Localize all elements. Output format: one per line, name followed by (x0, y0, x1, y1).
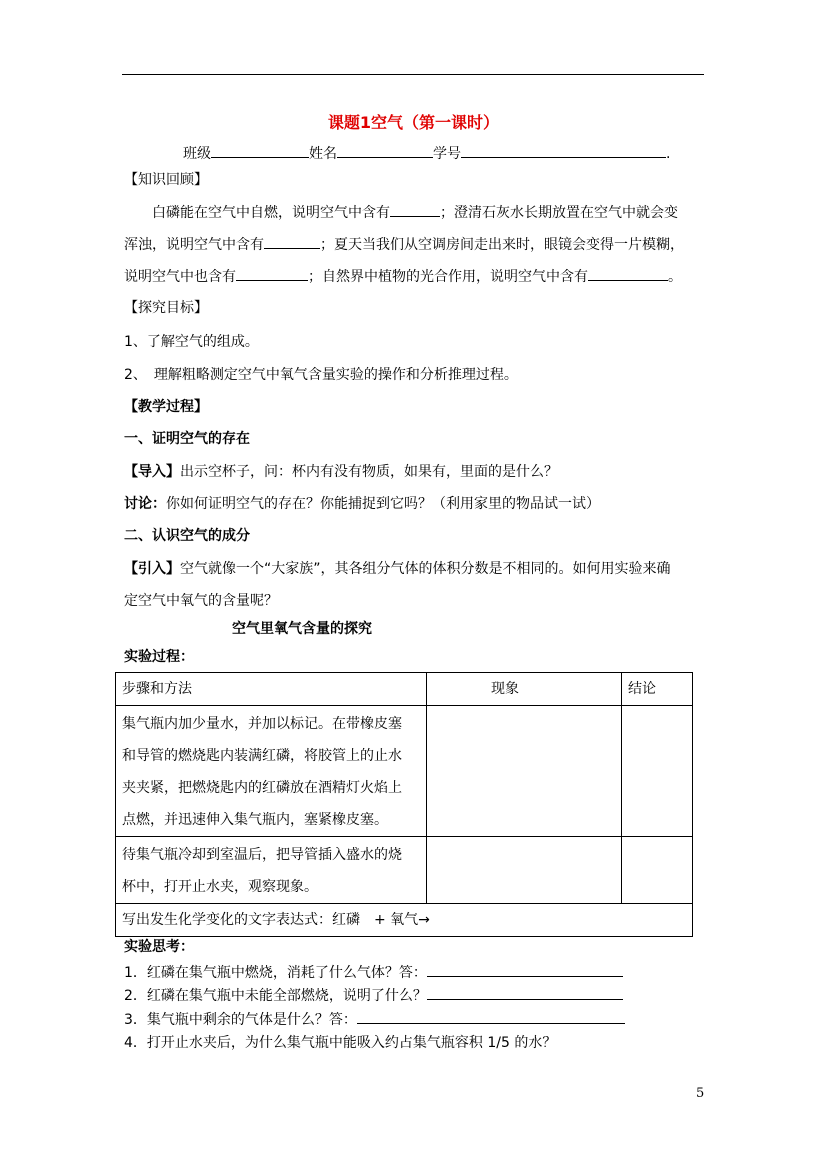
header-steps: 步骤和方法 (116, 673, 427, 706)
phenomenon-cell[interactable] (427, 837, 622, 904)
step-text: 集气瓶内加少量水，并加以标记。在带橡皮塞 (122, 716, 402, 732)
step-cell (116, 837, 427, 904)
review-heading: 【知识回顾】 (124, 172, 208, 188)
page-number: 5 (696, 1086, 705, 1101)
blank-1[interactable] (390, 202, 440, 217)
conclusion-cell[interactable] (622, 837, 693, 904)
answer-line-3[interactable] (357, 1009, 625, 1024)
step-text: 待集气瓶冷却到室温后，把导管插入盛水的烧 (122, 847, 402, 863)
discussion-line (124, 494, 600, 514)
question-text: 2．红磷在集气瓶中未能全部燃烧，说明了什么？ (124, 988, 427, 1004)
review-line-1 (152, 202, 678, 223)
question-2 (124, 985, 623, 1006)
phenomenon-cell[interactable] (427, 706, 622, 837)
table-row (116, 837, 693, 904)
question-text: 1．红磷在集气瓶中燃烧，消耗了什么气体？答： (124, 965, 427, 981)
experiment-title: 空气里氧气含量的探究 (232, 621, 372, 637)
blank-4[interactable] (588, 266, 668, 281)
table-row (116, 706, 693, 837)
goal-2: 2、 理解粗略测定空气中氧气含量实验的操作和分析推理过程。 (124, 367, 518, 383)
answer-line-1[interactable] (427, 962, 623, 977)
review-text: 白磷能在空气中自燃，说明空气中含有 (152, 205, 390, 221)
section-1-title: 一、证明空气的存在 (124, 431, 250, 447)
goal-1: 1、了解空气的组成。 (124, 334, 259, 350)
header-conclusion: 结论 (622, 673, 693, 706)
review-text: 。 (668, 269, 682, 285)
question-3 (124, 1009, 625, 1030)
step-text: 夹夹紧，把燃烧匙内的红磷放在酒精灯火焰上 (122, 780, 402, 796)
question-1 (124, 962, 623, 983)
page-title: 课题1空气（第一课时） (327, 113, 500, 132)
discussion-text: 你如何证明空气的存在？你能捕捉到它吗？（利用家里的物品试一试） (166, 496, 600, 512)
formula-row (116, 904, 693, 937)
id-field[interactable] (461, 143, 666, 158)
discussion-label: 讨论： (124, 496, 166, 512)
step-cell (116, 706, 427, 837)
lead-line-2: 定空气中氧气的含量呢？ (124, 593, 278, 609)
header-phenomenon: 现象 (427, 673, 622, 706)
lead-line-1 (124, 559, 671, 579)
student-info-line (183, 143, 670, 164)
step-text: 点燃，并迅速伸入集气瓶内，塞紧橡皮塞。 (122, 812, 388, 828)
teaching-heading: 【教学过程】 (124, 399, 208, 415)
header-rule (122, 74, 704, 75)
id-label: 学号 (433, 146, 461, 162)
blank-3[interactable] (236, 266, 308, 281)
class-field[interactable] (211, 143, 309, 158)
review-line-2 (124, 234, 684, 255)
table-header-row (116, 673, 693, 706)
answer-line-2[interactable] (427, 985, 623, 1000)
question-text: 3．集气瓶中剩余的气体是什么？答： (124, 1012, 357, 1028)
review-text: ；自然界中植物的光合作用，说明空气中含有 (308, 269, 588, 285)
step-text: 杯中，打开止水夹，观察现象。 (122, 879, 318, 895)
review-text: 浑浊，说明空气中含有 (124, 237, 264, 253)
name-label: 姓名 (309, 146, 337, 162)
thinking-heading: 实验思考： (124, 939, 194, 955)
process-label: 实验过程： (124, 649, 194, 665)
experiment-table (115, 672, 693, 937)
class-label: 班级 (183, 146, 211, 162)
review-text: ；夏天当我们从空调房间走出来时，眼镜会变得一片模糊， (320, 237, 684, 253)
lead-label: 【引入】 (124, 561, 180, 577)
goals-heading: 【探究目标】 (124, 300, 208, 316)
intro-text: 出示空杯子，问：杯内有没有物质，如果有，里面的是什么？ (180, 464, 558, 480)
review-text: 说明空气中也含有 (124, 269, 236, 285)
section-2-title: 二、认识空气的成分 (124, 528, 250, 544)
info-end: . (666, 146, 671, 162)
review-line-3 (124, 266, 682, 287)
blank-2[interactable] (264, 234, 320, 249)
step-text: 和导管的燃烧匙内装满红磷，将胶管上的止水 (122, 748, 402, 764)
lead-text: 空气就像一个“大家族”，其各组分气体的体积分数是不相同的。如何用实验来确 (180, 561, 671, 577)
formula-cell: 写出发生化学变化的文字表达式：红磷 + 氧气→ (116, 904, 693, 937)
conclusion-cell[interactable] (622, 706, 693, 837)
review-text: ；澄清石灰水长期放置在空气中就会变 (440, 205, 678, 221)
intro-line (124, 462, 558, 482)
name-field[interactable] (337, 143, 433, 158)
question-4: 4．打开止水夹后，为什么集气瓶中能吸入约占集气瓶容积 1/5 的水？ (124, 1035, 557, 1051)
intro-label: 【导入】 (124, 464, 180, 480)
